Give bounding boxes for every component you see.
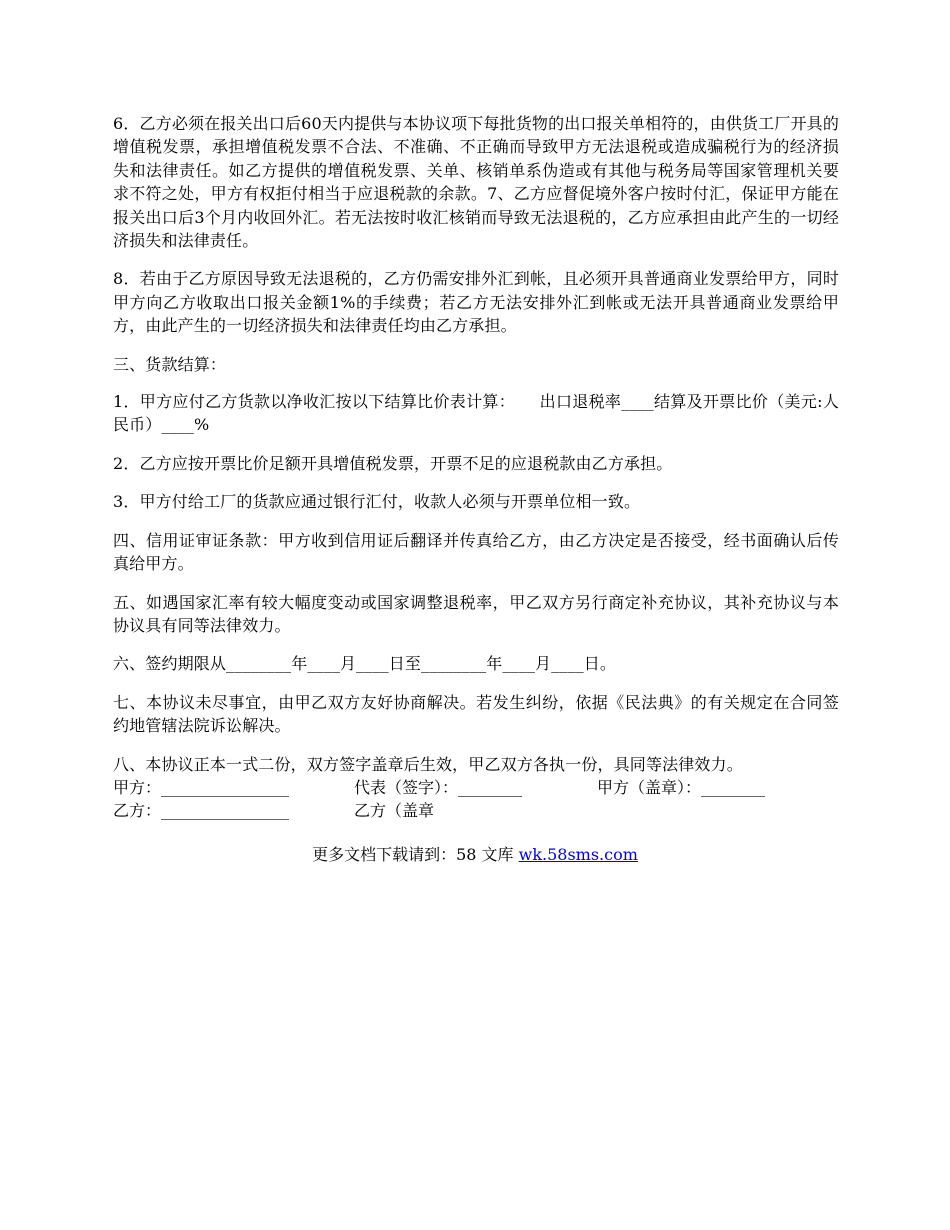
document-body <box>113 112 839 822</box>
download-footer <box>0 843 950 866</box>
section-3-item-1: 1．甲方应付乙方货款以净收汇按以下结算比价表计算： 出口退税率____结算及开票比价（美元:人民币）____% <box>113 392 839 435</box>
footer-link[interactable]: wk.58sms.com <box>518 845 638 864</box>
signature-row-b <box>113 799 839 822</box>
section-6: 六、签约期限从________年____月____日至________年____月____日。 <box>113 654 617 674</box>
party-a-seal: 甲方（盖章）：________ <box>597 777 766 797</box>
section-3-item-2: 2．乙方应按开票比价足额开具增值税发票，开票不足的应退税款由乙方承担。 <box>113 453 673 473</box>
section-8: 八、本协议正本一式二份，双方签字盖章后生效，甲乙双方各执一份，具同等法律效力。 <box>113 754 743 774</box>
party-b-signature: 乙方：________________ <box>113 800 290 820</box>
signature-row-a <box>113 776 839 799</box>
party-a-signature: 甲方：________________ <box>113 777 290 797</box>
section-5: 五、如遇国家汇率有较大幅度变动或国家调整退税率，甲乙双方另行商定补充协议，其补充协议与本协议具有同等法律效力。 <box>113 592 839 635</box>
section-3-item-3: 3．甲方付给工厂的货款应通过银行汇付，收款人必须与开票单位相一致。 <box>113 492 641 512</box>
clause-6-7: 6．乙方必须在报关出口后60天内提供与本协议项下每批货物的出口报关单相符的，由供货工厂开具的增值税发票，承担增值税发票不合法、不准确、不正确而导致甲方无法退税或造成骗税行为的经济损失和法律责任。如乙方提供的增值税发票、关单、核销单系伪造或有其他与税务局等国家管理机关要求不符之处，甲方有权拒付相当于应退税款的余款。7、乙方应督促境外客户按时付汇，保证甲方能在报关出口后3个月内收回外汇。若无法按时收汇核销而导致无法退税的，乙方应承担由此产生的一切经济损失和法律责任。 <box>113 114 839 251</box>
section-7: 七、本协议未尽事宜，由甲乙双方友好协商解决。若发生纠纷，依据《民法典》的有关规定在合同签约地管辖法院诉讼解决。 <box>113 692 839 736</box>
section-3-title: 三、货款结算： <box>113 354 227 374</box>
footer-text: 更多文档下载请到：58 文库 <box>312 845 519 864</box>
section-4: 四、信用证审证条款：甲方收到信用证后翻译并传真给乙方，由乙方决定是否接受，经书面确认后传真给甲方。 <box>113 530 839 574</box>
representative-signature: 代表（签字）：________ <box>354 777 523 797</box>
clause-8: 8．若由于乙方原因导致无法退税的，乙方仍需安排外汇到帐，且必须开具普通商业发票给甲方，同时甲方向乙方收取出口报关金额1%的手续费；若乙方无法安排外汇到帐或无法开具普通商业发票给甲方，由此产生的一切经济损失和法律责任均由乙方承担。 <box>113 269 839 336</box>
party-b-seal: 乙方（盖章 <box>354 800 435 820</box>
